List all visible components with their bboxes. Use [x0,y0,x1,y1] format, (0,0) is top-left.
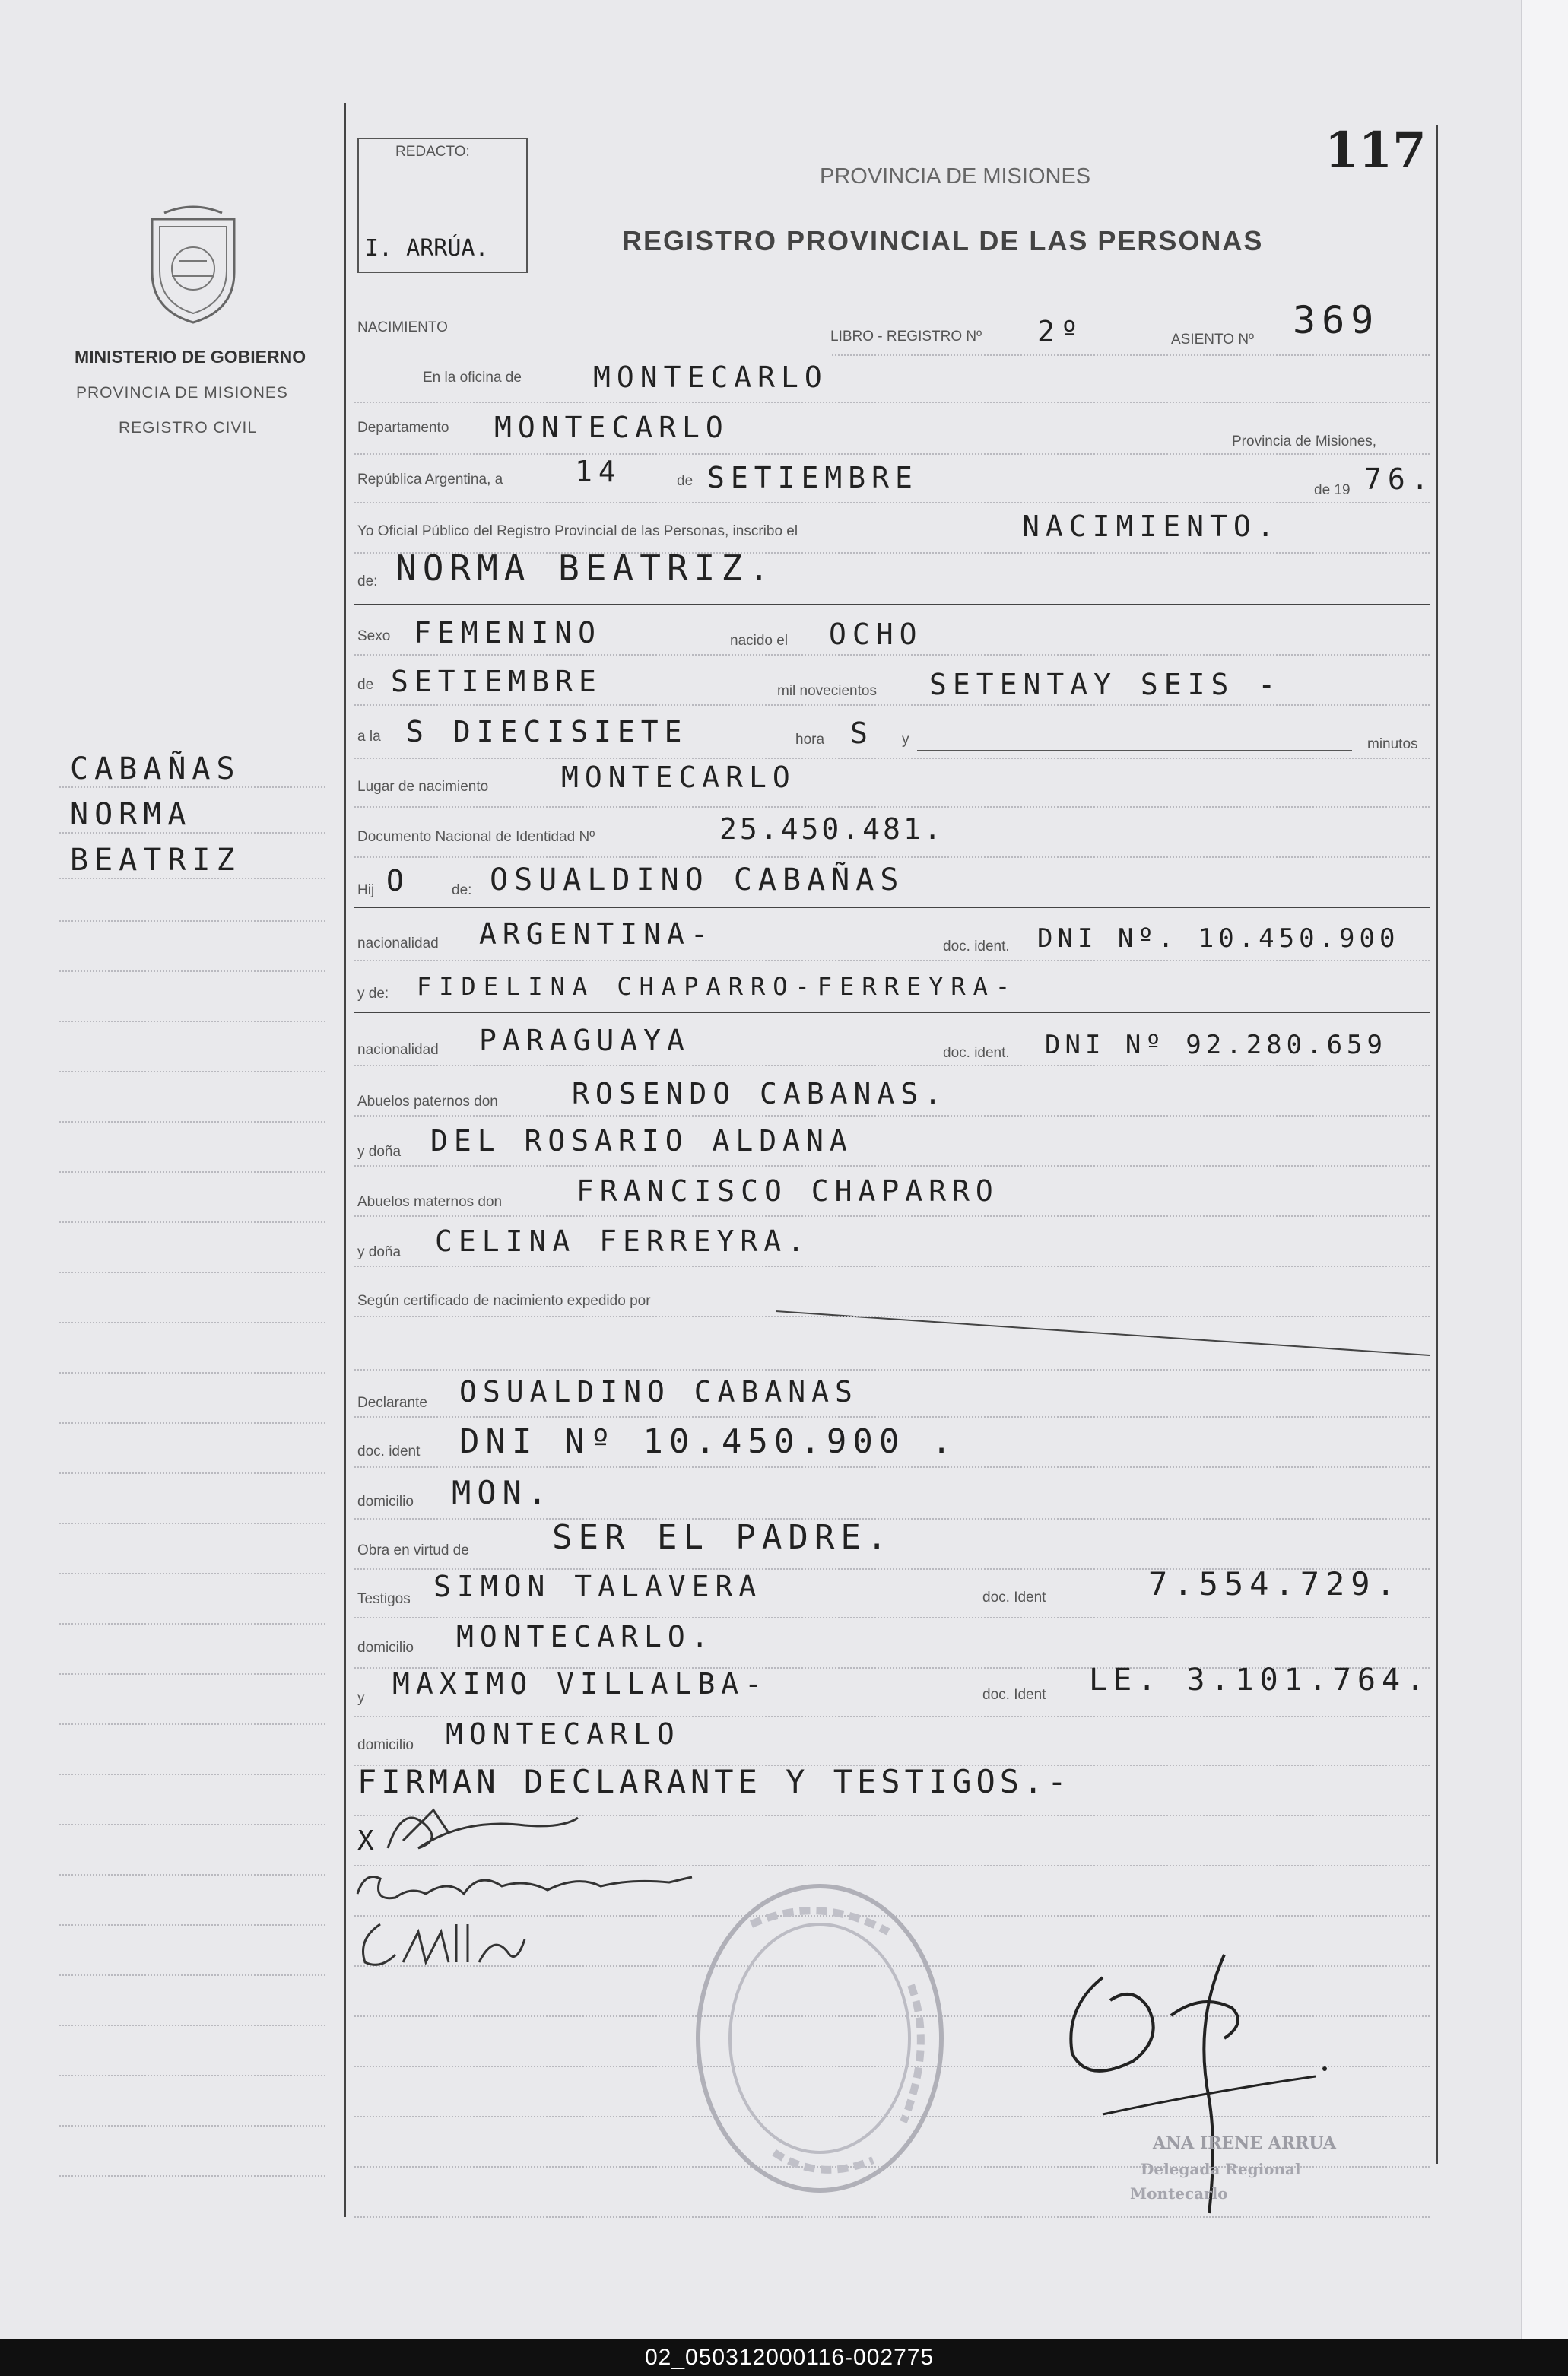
footer-bar [0,2339,1568,2376]
doc-ident5-label: doc. Ident [982,1687,1046,1703]
libro-value: 2º [1037,315,1084,348]
rule [354,654,1430,656]
madre-value: FIDELINA CHAPARRO-FERREYRA- [417,972,1018,1001]
nacido-mes-value: SETIEMBRE [391,665,602,698]
nacido-dia-value: OCHO [829,618,923,651]
rule [354,806,1430,808]
signature-testigo1 [350,1856,700,1917]
redacto-box [357,138,528,273]
doc-ident-label: doc. ident. [943,939,1010,955]
hij-value: O [386,864,410,897]
nacido-anio-value: SETENTAY SEIS - [929,668,1282,701]
margin-rule [59,1874,325,1876]
mes-value: SETIEMBRE [707,461,919,494]
page-edge [1521,0,1568,2339]
obra-value: SER EL PADRE. [552,1518,894,1557]
margin-rule [59,1221,325,1223]
signature-official [1057,1947,1354,2221]
declarante-label: Declarante [357,1395,427,1411]
margin-middle-name: BEATRIZ [70,843,241,878]
abuela-paterna-value: DEL ROSARIO ALDANA [430,1124,853,1158]
margin-rule [59,1171,325,1173]
official-role-stamp: Delegada Regional [1141,2160,1301,2178]
margin-rule [59,2025,325,2026]
margin-rule [59,1673,325,1675]
obra-label: Obra en virtud de [357,1542,469,1558]
rule [354,1215,1430,1217]
margin-rule [59,1372,325,1374]
y-label: y [902,732,909,748]
rule [354,1266,1430,1267]
testigo1-value: SIMON TALAVERA [433,1570,763,1603]
segun-blank-line [776,1298,1431,1358]
rule [354,1617,1430,1618]
de2-label: de [357,677,374,693]
margin-rule [59,1322,325,1323]
rule [354,704,1430,706]
rule [354,1012,1430,1013]
rule [354,502,1430,503]
lugar-value: MONTECARLO [561,761,796,794]
rule [354,1369,1430,1371]
right-frame-line [1436,125,1438,2164]
madre-doc-value: DNI Nº 92.280.659 [1045,1030,1387,1060]
de-anio-label: de 19 [1314,482,1351,498]
margin-rule [59,920,325,922]
domicilio2-label: domicilio [357,1640,414,1656]
y-dona2-label: y doña [357,1244,402,1260]
redacto-value: I. ARRÚA. [365,235,489,262]
rule [354,604,1430,605]
abuela-materna-value: CELINA FERREYRA. [435,1225,811,1258]
hij-label: Hij [357,882,375,898]
margin-rule [59,1623,325,1625]
nacido-el-label: nacido el [730,633,789,649]
doc-ident4-label: doc. Ident [982,1590,1046,1606]
margin-rule [59,1573,325,1574]
margin-rule [59,2125,325,2127]
minutos-blank-line [917,750,1352,751]
provincia-misiones-label: Provincia de Misiones, [1232,434,1377,449]
de-mes-label: de [677,473,694,489]
margin-rule [59,1472,325,1474]
minutos-label: minutos [1367,736,1418,752]
oficina-label: En la oficina de [423,370,522,386]
margin-rule [59,1121,325,1123]
y-de-label: y de: [357,986,389,1002]
segun-label: Según certificado de nacimiento expedido por [357,1293,651,1309]
padre-value: OSUALDINO CABAÑAS [490,862,905,897]
libro-label: LIBRO - REGISTRO Nº [830,329,982,345]
oficina-value: MONTECARLO [593,361,828,394]
asiento-value: 369 [1293,298,1380,342]
rule [354,1316,1430,1317]
mil-novecientos-label: mil novecientos [777,683,877,699]
margin-first-name: NORMA [70,797,192,832]
y2-label: y [357,1690,365,1706]
departamento-value: MONTECARLO [494,411,729,444]
hora-label: hora [795,732,825,748]
rule [832,354,1430,356]
rule [354,856,1430,858]
testigo1-doc-value: 7.554.729. [1148,1565,1401,1603]
asiento-label: ASIENTO Nº [1171,332,1254,348]
domicilio3-label: domicilio [357,1737,414,1753]
signature-testigo2 [350,1909,548,1977]
abuelos-paternos-label: Abuelos paternos don [357,1094,498,1110]
a-la-label: a la [357,729,381,745]
hora-texto-value: S DIECISIETE [406,715,688,748]
margin-rule [59,1071,325,1072]
registro-civil-label: REGISTRO CIVIL [119,419,258,437]
doc-ident3-label: doc. ident [357,1444,421,1460]
provincia-title: PROVINCIA DE MISIONES [820,164,1091,189]
rule [354,960,1430,961]
margin-rule [59,1523,325,1524]
margin-rule [59,1272,325,1273]
domicilio-label: domicilio [357,1494,414,1510]
testigos-label: Testigos [357,1591,411,1607]
margin-surname: CABAÑAS [70,751,241,786]
rule [354,1466,1430,1468]
nacionalidad2-label: nacionalidad [357,1042,439,1058]
rule [354,758,1430,759]
nombre-value: NORMA BEATRIZ. [395,548,776,589]
margin-rule [59,1774,325,1775]
yo-oficial-label: Yo Oficial Público del Registro Provincial de las Personas, inscribo el [357,523,798,539]
margin-rule [59,2075,325,2076]
hora-sufijo-value: S [850,716,874,750]
margin-rule [59,1974,325,1976]
testigo2-value: MAXIMO VILLALBA- [392,1667,769,1701]
anio-value: 76. [1364,462,1435,496]
official-location-stamp: Montecarlo [1130,2184,1228,2203]
page-number: 117 [1325,122,1427,179]
registro-title: REGISTRO PROVINCIAL DE LAS PERSONAS [622,225,1264,256]
declarante-doc-value: DNI Nº 10.450.900 . [459,1422,958,1461]
madre-nacionalidad-value: PARAGUAYA [479,1024,690,1057]
margin-rule [59,1924,325,1926]
documento-label: Documento Nacional de Identidad Nº [357,829,595,845]
declarante-domicilio-value: MON. [452,1474,554,1511]
rule [354,1165,1430,1167]
y-dona-label: y doña [357,1144,402,1160]
provincial-seal-icon [141,204,245,326]
margin-rule [59,1824,325,1825]
rule [354,1416,1430,1418]
declarante-value: OSUALDINO CABANAS [459,1375,859,1409]
abuelo-materno-value: FRANCISCO CHAPARRO [576,1174,999,1208]
nacimiento-label: NACIMIENTO [357,319,448,335]
departamento-label: Departamento [357,420,449,436]
margin-rule [59,878,325,879]
official-round-stamp-icon [690,1879,949,2198]
signature-x-mark: X [357,1825,380,1857]
redacto-label: REDACTO: [395,144,470,160]
margin-rule [59,2175,325,2177]
de-label: de: [357,573,378,589]
footer-id: 02_050312000116-002775 [645,2345,935,2370]
rule [354,1115,1430,1117]
inscribe-value: NACIMIENTO. [1022,510,1281,543]
official-name-stamp: ANA IRENE ARRUA [1153,2133,1337,2153]
abuelos-maternos-label: Abuelos maternos don [357,1194,503,1210]
rule [354,402,1430,403]
margin-rule [59,1422,325,1424]
padre-nacionalidad-value: ARGENTINA- [479,917,714,951]
rule [354,907,1430,908]
testigo2-domicilio-value: MONTECARLO [446,1717,681,1751]
lugar-label: Lugar de nacimiento [357,779,489,795]
left-frame-line [344,103,346,2217]
rule [354,1065,1430,1066]
margin-rule [59,786,325,788]
margin-rule [59,832,325,834]
doc-ident2-label: doc. ident. [943,1045,1010,1061]
de-padre-label: de: [452,882,472,898]
sexo-label: Sexo [357,628,391,644]
margin-rule [59,970,325,972]
abuelo-paterno-value: ROSENDO CABANAS. [572,1077,948,1110]
provincia-label: PROVINCIA DE MISIONES [76,384,288,402]
padre-doc-value: DNI Nº. 10.450.900 [1037,923,1400,954]
dia-value: 14 [575,455,622,488]
nacionalidad-label: nacionalidad [357,935,439,951]
testigo1-domicilio-value: MONTECARLO. [456,1620,715,1653]
dni-value: 25.450.481. [719,812,944,846]
republica-label: República Argentina, a [357,472,503,488]
rule [354,453,1430,455]
sexo-value: FEMENINO [414,616,602,650]
signature-declarante [373,1795,586,1863]
margin-rule [59,1021,325,1022]
testigo2-doc-value: LE. 3.101.764. [1089,1663,1431,1698]
margin-rule [59,1723,325,1725]
ministerio-label: MINISTERIO DE GOBIERNO [75,347,306,367]
firman-value: FIRMAN DECLARANTE Y TESTIGOS.- [357,1763,1071,1800]
